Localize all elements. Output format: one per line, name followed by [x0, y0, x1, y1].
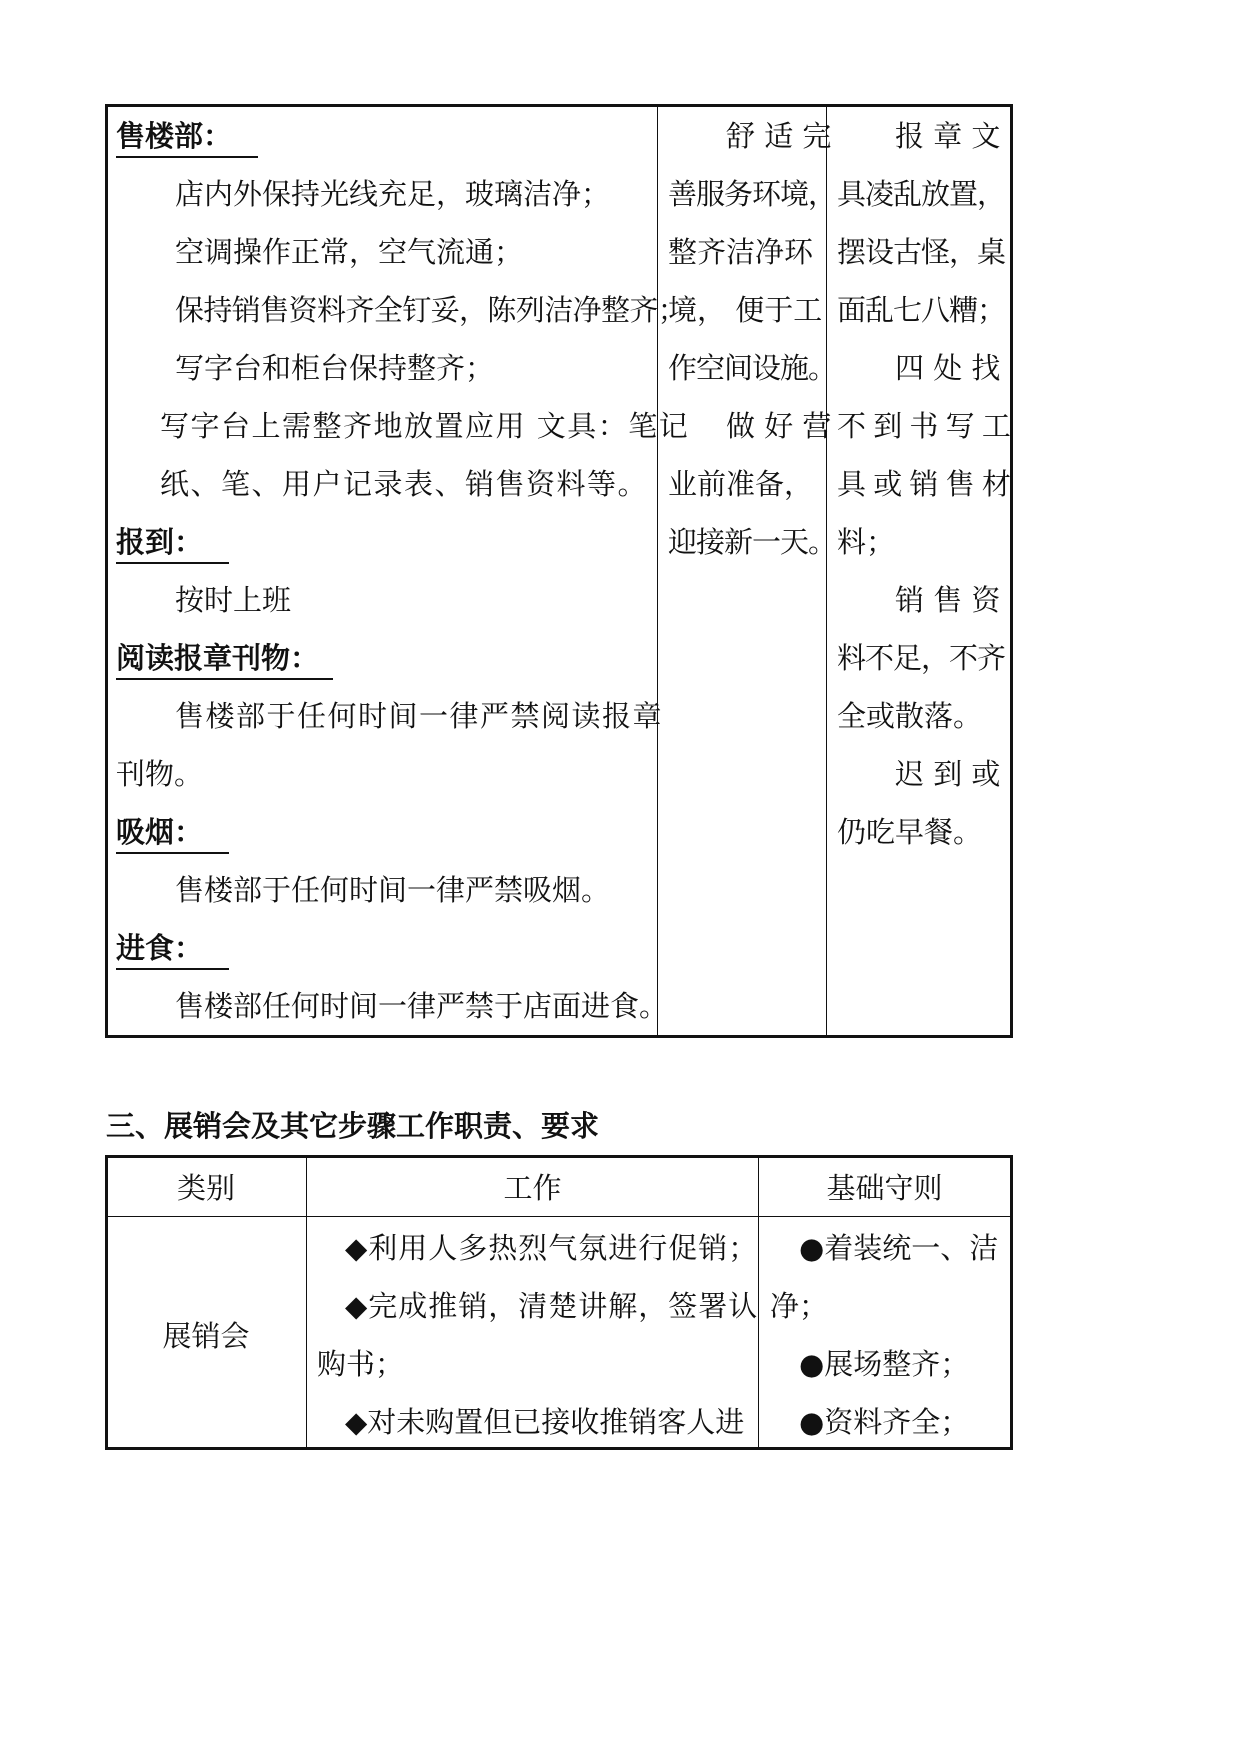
table-1-divider-2 — [826, 104, 827, 1038]
text-line: 不 到 书 写 工 — [837, 409, 1010, 443]
text-line: 境， 便于工 — [668, 293, 823, 327]
text-line: 作空间设施。 — [668, 351, 837, 385]
text-line: 摆设古怪，桌 — [837, 235, 1006, 269]
text-line: 整齐洁净环 — [668, 235, 814, 269]
text-line: 销 售 资 — [895, 583, 1001, 617]
heading-eating: 进食： — [116, 930, 229, 970]
table-2-top-border — [105, 1155, 1013, 1158]
text-line: 仍吃早餐。 — [837, 815, 983, 849]
text-line: 刊物。 — [116, 757, 204, 791]
table-2-rule-line: ●资料齐全； — [799, 1405, 970, 1439]
text-line: 具凌乱放置， — [837, 177, 1006, 211]
text-line: 售楼部于任何时间一律严禁阅读报章 — [175, 699, 664, 733]
table-1-divider-1 — [657, 104, 658, 1038]
text-line: 四 处 找 — [895, 351, 1001, 385]
text-line: 写字台和柜台保持整齐； — [175, 351, 495, 385]
section-3-title: 三、展销会及其它步骤工作职责、要求 — [106, 1109, 600, 1143]
text-line: 空调操作正常，空气流通； — [175, 235, 524, 269]
text-line: 售楼部任何时间一律严禁于店面进食。 — [175, 989, 669, 1023]
table-2-cell-category: 展销会 — [162, 1319, 250, 1353]
heading-sales-office: 售楼部： — [116, 118, 258, 158]
table-2-bottom-border — [105, 1447, 1013, 1450]
table-2-work-line: ◆完成推销，清楚讲解，签署认 — [345, 1289, 759, 1323]
table-1-right-border — [1010, 104, 1013, 1038]
text-line: 保持销售资料齐全钉妥，陈列洁净整齐； — [175, 293, 687, 327]
heading-reading: 阅读报章刊物： — [116, 640, 333, 680]
table-2-right-border — [1010, 1155, 1013, 1450]
text-line: 善服务环境， — [668, 177, 837, 211]
text-line: 写字台上需整齐地放置应用 文具：笔记 — [160, 409, 690, 443]
text-line: 具 或 销 售 材 — [837, 467, 1010, 501]
table-2-header-rules: 基础守则 — [826, 1171, 943, 1205]
table-2-header-divider — [105, 1216, 1013, 1217]
table-2-work-line: ◆利用人多热烈气氛进行促销； — [345, 1231, 759, 1265]
table-2-rule-line: ●着装统一、洁 — [799, 1231, 999, 1265]
text-line: 按时上班 — [175, 583, 292, 617]
heading-smoking: 吸烟： — [116, 814, 229, 854]
table-2-rule-line: ●展场整齐； — [799, 1347, 970, 1381]
text-line: 料不足，不齐 — [837, 641, 1006, 675]
table-2-header-category: 类别 — [176, 1171, 235, 1205]
text-line: 迎接新一天。 — [668, 525, 837, 559]
table-1-left-border — [105, 104, 108, 1038]
text-line: 迟 到 或 — [895, 757, 1001, 791]
text-line: 报 章 文 — [895, 119, 1001, 153]
text-line: 舒 适 完 — [726, 119, 832, 153]
table-1-top-border — [105, 104, 1013, 107]
text-line: 面乱七八糟； — [837, 293, 1006, 327]
table-2-header-work: 工作 — [503, 1171, 562, 1205]
table-2-work-line: 购书； — [317, 1347, 405, 1381]
text-line: 做 好 营 — [726, 409, 832, 443]
text-line: 售楼部于任何时间一律严禁吸烟。 — [175, 873, 611, 907]
text-line: 业前准备， — [668, 467, 814, 501]
table-1-bottom-border — [105, 1035, 1013, 1038]
text-line: 全或散落。 — [837, 699, 983, 733]
table-2-work-line: ◆对未购置但已接收推销客人进 — [345, 1405, 745, 1439]
text-line: 店内外保持光线充足，玻璃洁净； — [175, 177, 611, 211]
text-line: 料； — [837, 525, 896, 559]
heading-report: 报到： — [116, 524, 229, 564]
text-line: 纸、笔、用户记录表、销售资料等。 — [160, 467, 649, 501]
table-2-rule-line: 净； — [770, 1289, 829, 1323]
